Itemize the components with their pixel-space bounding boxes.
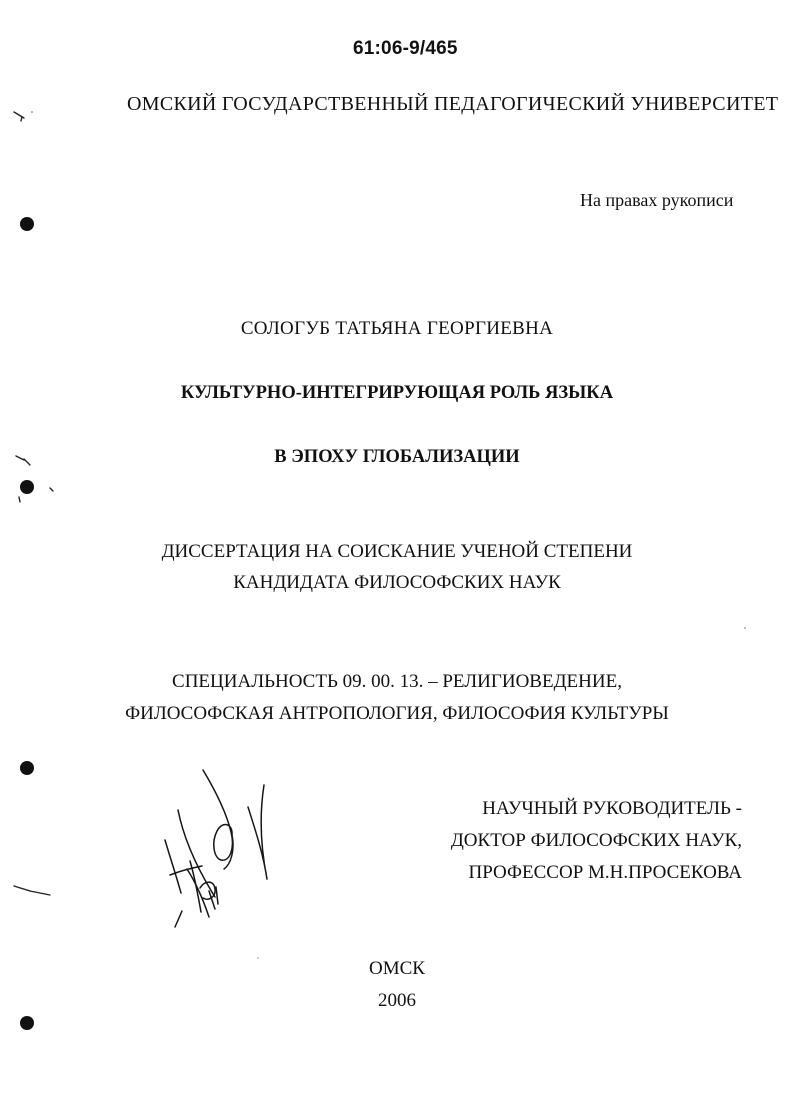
supervisor-line-2: ДОКТОР ФИЛОСОФСКИХ НАУК,	[450, 830, 742, 851]
specialty-line-1: СПЕЦИАЛЬНОСТЬ 09. 00. 13. – РЕЛИГИОВЕДЕНИЕ,	[172, 671, 622, 692]
catalog-stamp: 61:06-9/465	[353, 38, 458, 59]
thesis-title-line-1: КУЛЬТУРНО-ИНТЕГРИРУЮЩАЯ РОЛЬ ЯЗЫКА	[180, 383, 614, 403]
supervisor-line-3: ПРОФЕССОР М.Н.ПРОСЕКОВА	[468, 862, 742, 883]
supervisor-line-1: НАУЧНЫЙ РУКОВОДИТЕЛЬ -	[482, 798, 742, 819]
dissertation-line-2: КАНДИДАТА ФИЛОСОФСКИХ НАУК	[233, 572, 561, 593]
specialty-line-2: ФИЛОСОФСКАЯ АНТРОПОЛОГИЯ, ФИЛОСОФИЯ КУЛЬТУРЫ	[125, 703, 669, 724]
handwritten-signature-icon	[160, 765, 290, 930]
dissertation-line-1: ДИССЕРТАЦИЯ НА СОИСКАНИЕ УЧЕНОЙ СТЕПЕНИ	[161, 541, 633, 562]
year: 2006	[378, 990, 416, 1011]
author-name: СОЛОГУБ ТАТЬЯНА ГЕОРГИЕВНА	[240, 318, 554, 339]
university-name: ОМСКИЙ ГОСУДАРСТВЕННЫЙ ПЕДАГОГИЧЕСКИЙ УНИВЕРСИТЕТ	[127, 93, 779, 115]
rights-note: На правах рукописи	[580, 190, 734, 210]
thesis-title-line-2: В ЭПОХУ ГЛОБАЛИЗАЦИИ	[274, 447, 520, 467]
city: ОМСК	[369, 958, 425, 979]
